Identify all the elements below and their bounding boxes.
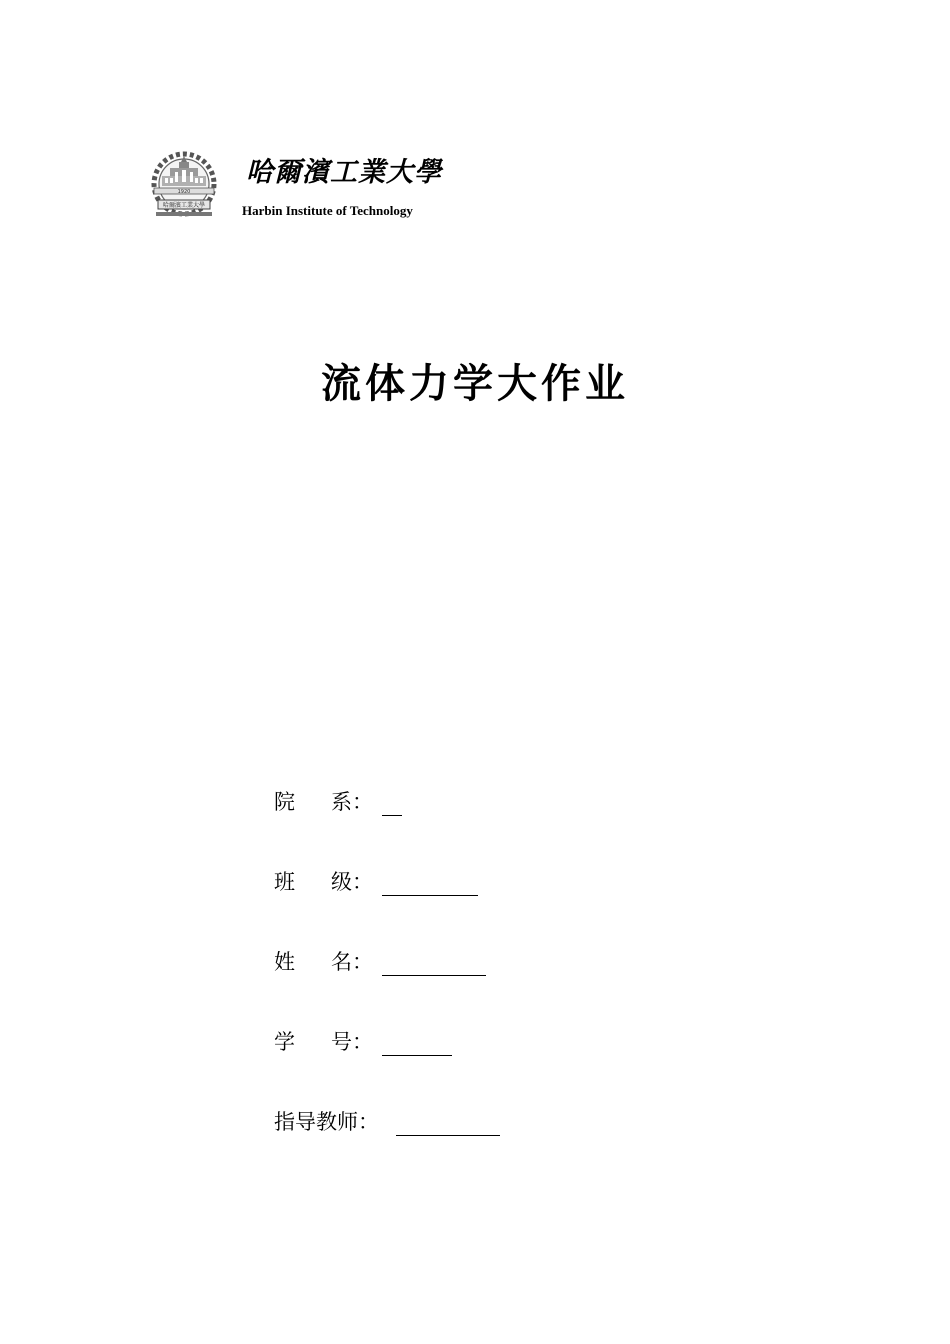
name-field — [274, 948, 486, 976]
svg-text:1920: 1920 — [177, 189, 191, 195]
school-name-en: Harbin Institute of Technology — [242, 203, 413, 218]
name-label: 姓 名： — [274, 950, 373, 974]
svg-text:哈爾濱工業大學: 哈爾濱工業大學 — [162, 202, 206, 209]
document-title: 流体力学大作业 — [321, 361, 629, 407]
student-id-label: 学 号： — [274, 1030, 373, 1054]
class-label: 班 级： — [274, 870, 373, 894]
university-logo — [148, 150, 448, 222]
department-input[interactable] — [382, 795, 402, 816]
department-label: 院 系： — [274, 790, 373, 814]
advisor-field — [274, 1108, 500, 1136]
class-field — [274, 868, 478, 896]
student-id-input[interactable] — [382, 1035, 452, 1056]
advisor-label: 指导教师： — [274, 1110, 379, 1134]
name-input[interactable] — [382, 955, 486, 976]
school-name-cn: 哈爾濱工業大學 — [246, 157, 442, 188]
department-field — [274, 788, 402, 816]
university-emblem-icon — [148, 150, 220, 222]
class-input[interactable] — [382, 875, 478, 896]
student-id-field — [274, 1028, 452, 1056]
advisor-input[interactable] — [396, 1115, 500, 1136]
